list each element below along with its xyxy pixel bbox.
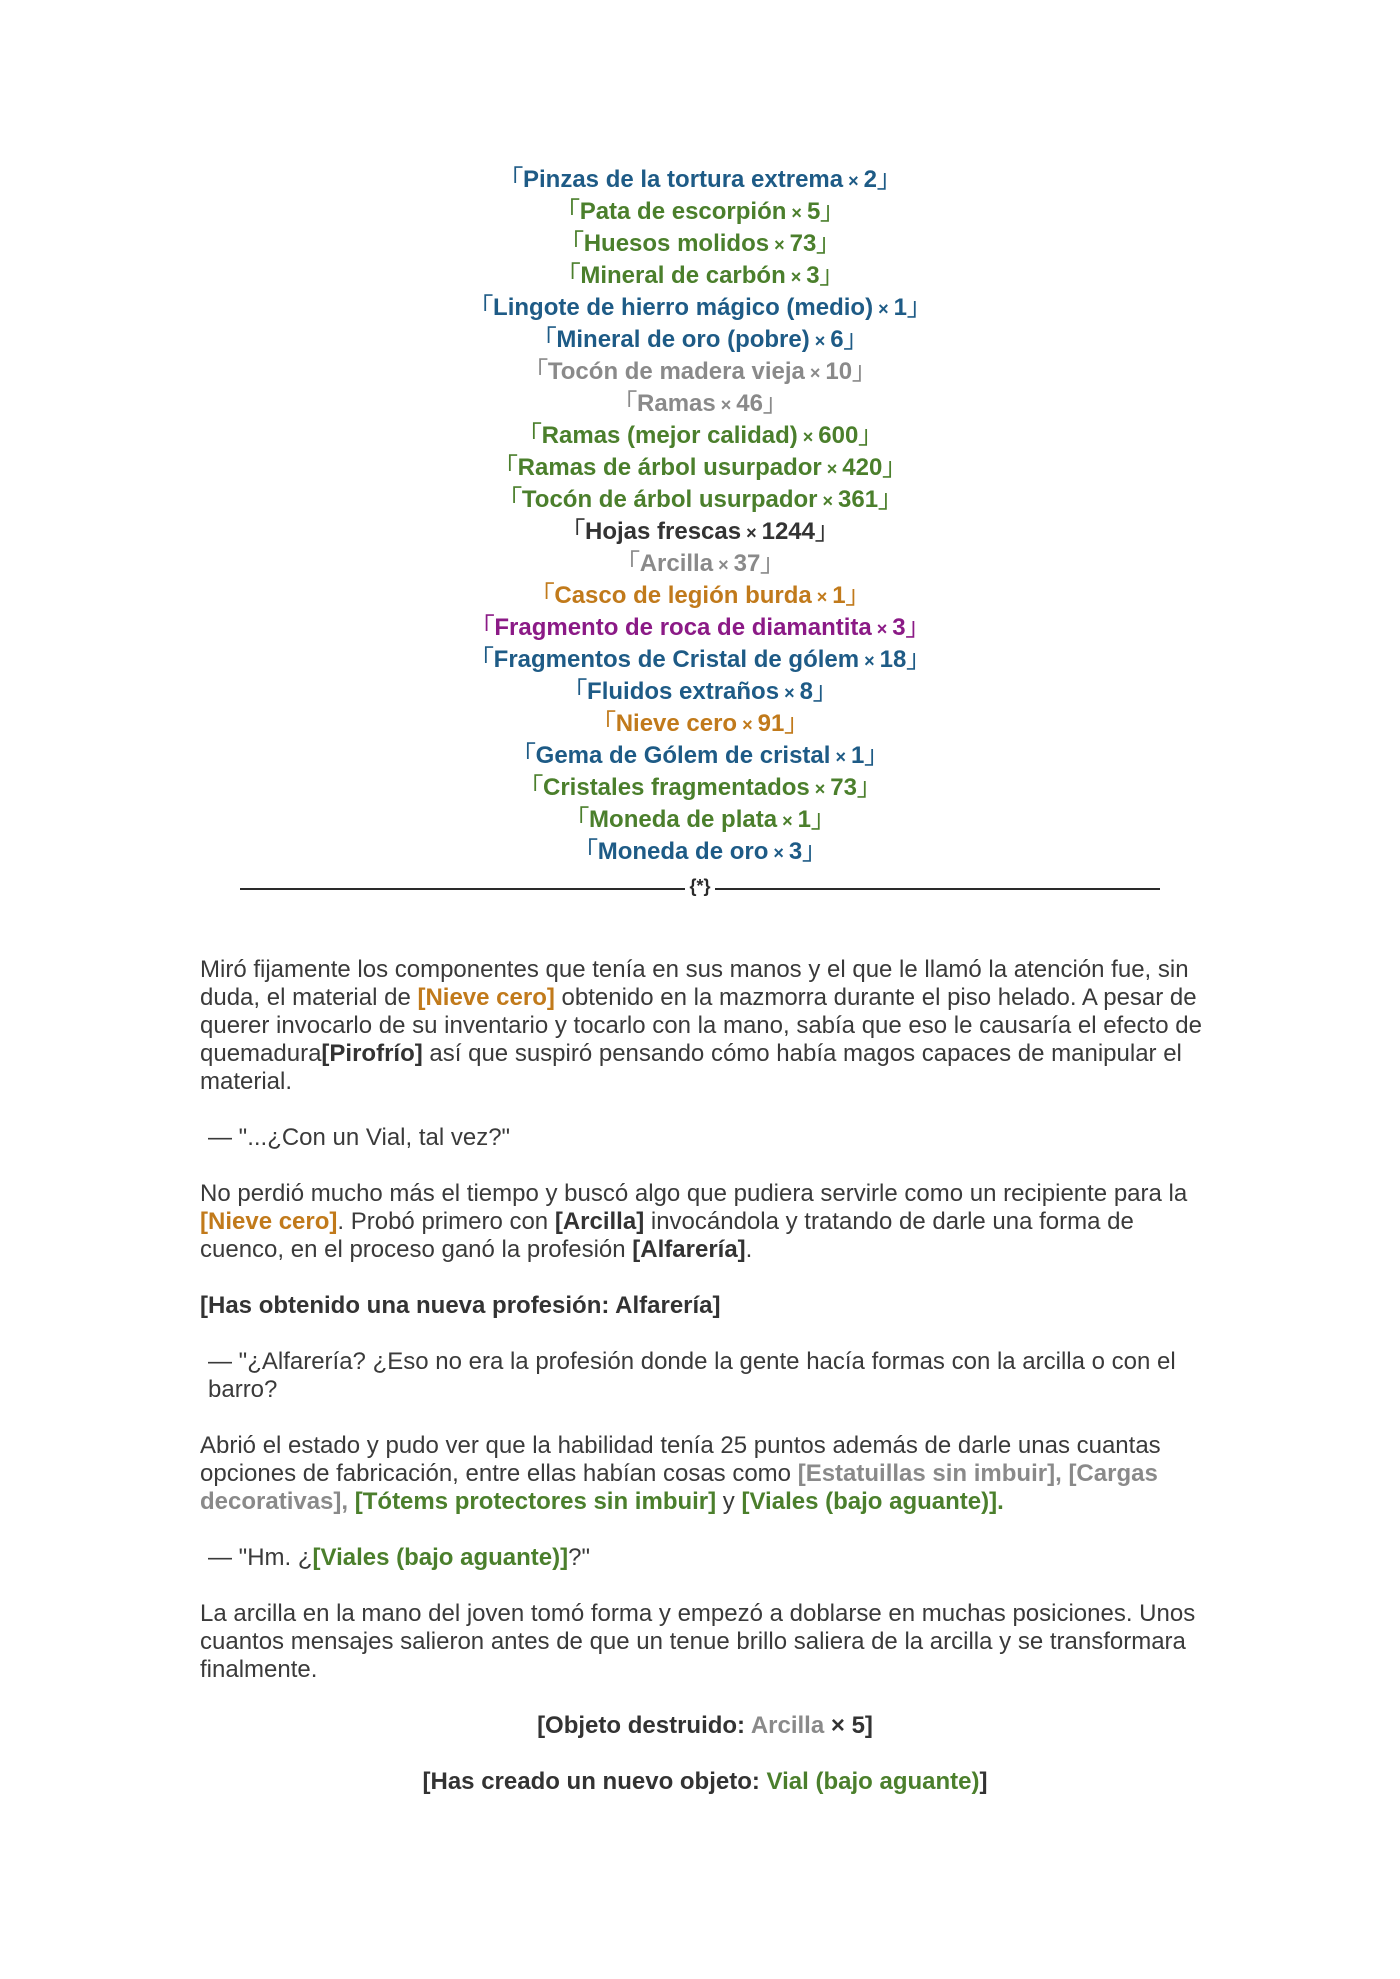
item-line xyxy=(0,548,1400,580)
bracket-close: 」 xyxy=(760,550,785,577)
bracket-close: 」 xyxy=(882,454,907,481)
item-name: Cristales fragmentados xyxy=(543,774,810,801)
bracket-open: 「 xyxy=(565,806,590,833)
system-message-destroyed xyxy=(200,1712,1210,1740)
times-sign: × xyxy=(769,235,790,255)
item-line xyxy=(0,516,1400,548)
bracket-open: 「 xyxy=(615,550,640,577)
bracket-close: 」 xyxy=(820,198,845,225)
bracket-close: 」 xyxy=(856,774,881,801)
paragraph-4: La arcilla en la mano del joven tomó forma y empezó a doblarse en muchas posiciones. Unos cuantos mensajes salieron antes de que un tenue brillo saliera de la arcilla y se transformara finalmente. xyxy=(200,1600,1196,1683)
bracket-close: 」 xyxy=(816,230,841,257)
section-separator xyxy=(240,876,1160,902)
item-quantity: 1 xyxy=(832,582,846,609)
bracket-open: 「 xyxy=(555,198,580,225)
item-quantity: 3 xyxy=(892,614,906,641)
item-line xyxy=(0,324,1400,356)
item-ref-nieve-cero: [Nieve cero] xyxy=(200,1208,338,1235)
bracket-close: 」 xyxy=(878,486,903,513)
dialogue-2: — "¿Alfarería? ¿Eso no era la profesión donde la gente hacía formas con la arcilla o con el barro? xyxy=(208,1348,1176,1403)
item-name: Tocón de madera vieja xyxy=(547,358,805,385)
bracket-close: 」 xyxy=(905,614,930,641)
times-sign: × xyxy=(786,203,807,223)
text-span: 5 xyxy=(851,1712,865,1739)
times-sign: × xyxy=(715,395,737,415)
times-sign: × xyxy=(817,491,839,511)
times-sign: × xyxy=(768,843,789,863)
bracket-close: 」 xyxy=(864,742,889,769)
item-ref-viales: [Viales (bajo aguante)] xyxy=(312,1544,569,1571)
bracket-open: 「 xyxy=(556,262,581,289)
bracket-open: 「 xyxy=(530,582,555,609)
bracket-close: 」 xyxy=(784,710,809,737)
bracket-close: 」 xyxy=(843,326,868,353)
item-ref-arcilla: [Arcilla] xyxy=(554,1208,645,1235)
times-sign: × xyxy=(830,747,851,767)
system-message-created xyxy=(200,1768,1210,1796)
times-sign: × xyxy=(785,267,807,287)
item-line xyxy=(0,164,1400,196)
item-ref-viales: [Viales (bajo aguante)] xyxy=(741,1488,998,1515)
times-sign: × xyxy=(811,587,833,607)
text-span: — "Hm. ¿ xyxy=(208,1544,313,1571)
bracket-open: 「 xyxy=(469,294,494,321)
text-span: , xyxy=(1055,1460,1069,1487)
bracket-open: 「 xyxy=(591,710,616,737)
item-quantity: 8 xyxy=(799,678,813,705)
text-span: , xyxy=(341,1488,355,1515)
bracket-close: 」 xyxy=(812,678,837,705)
item-quantity: 2 xyxy=(863,166,877,193)
times-sign: × xyxy=(713,555,734,575)
times-sign: × xyxy=(737,715,758,735)
bracket-close: 」 xyxy=(852,358,877,385)
item-name: Huesos molidos xyxy=(583,230,770,257)
times-sign: × xyxy=(873,299,894,319)
text-span: invocándola y tratando de darle una forma de cuenco, en el proceso ganó la profesión xyxy=(200,1208,1134,1263)
item-line xyxy=(0,804,1400,836)
paragraph-2 xyxy=(200,1180,1210,1264)
item-ref-cargas: [Cargas decorativas] xyxy=(200,1460,1158,1515)
item-quantity: 1244 xyxy=(761,518,815,545)
text-span: Miró fijamente los componentes que tenía en sus manos y el que le llamó la atención fue, sin duda, el material de xyxy=(200,956,1189,1011)
body-text xyxy=(200,956,1210,1824)
bracket-open: 「 xyxy=(470,614,495,641)
bracket-open: 「 xyxy=(493,454,518,481)
item-line xyxy=(0,612,1400,644)
item-line xyxy=(0,644,1400,676)
item-line xyxy=(0,708,1400,740)
paragraph-1 xyxy=(200,956,1210,1096)
times-sign: × xyxy=(859,651,880,671)
times-sign: × xyxy=(809,331,831,351)
item-quantity: 73 xyxy=(830,774,857,801)
bracket-close: 」 xyxy=(810,806,835,833)
times-sign: × xyxy=(821,459,843,479)
item-name: Mineral de carbón xyxy=(580,262,786,289)
text-span: ] xyxy=(864,1712,873,1739)
item-line xyxy=(0,484,1400,516)
item-quantity: 1 xyxy=(893,294,907,321)
item-quantity: 91 xyxy=(757,710,785,737)
text-span: [Has creado un nuevo objeto: xyxy=(422,1768,767,1795)
text-span: No perdió mucho más el tiempo y buscó algo que pudiera servirle como un recipiente para la xyxy=(200,1180,1188,1207)
item-line xyxy=(0,452,1400,484)
system-message-profession: [Has obtenido una nueva profesión: Alfarería] xyxy=(200,1292,721,1319)
item-ref-vial: Vial (bajo aguante) xyxy=(766,1768,980,1795)
item-line xyxy=(0,580,1400,612)
item-quantity: 1 xyxy=(850,742,865,769)
separator-line-right xyxy=(715,888,1160,890)
bracket-open: 「 xyxy=(469,646,494,673)
bracket-close: 」 xyxy=(819,262,844,289)
bracket-open: 「 xyxy=(613,390,638,417)
text-span: [Objeto destruido: xyxy=(537,1712,751,1739)
item-name: Mineral de oro (pobre) xyxy=(556,326,810,353)
item-quantity: 37 xyxy=(733,550,761,577)
bracket-close: 」 xyxy=(906,646,931,673)
item-ref-nieve-cero: [Nieve cero] xyxy=(417,984,555,1011)
bracket-open: 「 xyxy=(519,774,543,801)
bracket-close: 」 xyxy=(877,166,901,193)
item-line xyxy=(0,292,1400,324)
item-line xyxy=(0,420,1400,452)
times-sign: × xyxy=(779,683,800,703)
times-sign: × xyxy=(741,523,762,543)
item-line xyxy=(0,388,1400,420)
dialogue-1: — "...¿Con un Vial, tal vez?" xyxy=(208,1124,511,1151)
item-name: Lingote de hierro mágico (medio) xyxy=(493,294,874,321)
bracket-close: 」 xyxy=(802,838,827,865)
text-span: × xyxy=(824,1712,852,1739)
item-name: Nieve cero xyxy=(615,710,738,737)
item-name: Tocón de árbol usurpador xyxy=(521,486,818,513)
item-name: Ramas xyxy=(637,390,716,417)
item-ref-totems: [Tótems protectores sin imbuir] xyxy=(354,1488,717,1515)
item-quantity: 600 xyxy=(818,422,859,449)
times-sign: × xyxy=(843,171,864,191)
bracket-open: 「 xyxy=(563,678,588,705)
item-line xyxy=(0,772,1400,804)
dialogue-3 xyxy=(200,1544,1210,1572)
bracket-open: 「 xyxy=(532,326,557,353)
item-line xyxy=(0,260,1400,292)
profession-ref-alfareria: [Alfarería] xyxy=(632,1236,746,1263)
bracket-close: 」 xyxy=(815,518,839,545)
text-span: obtenido en la mazmorra durante el piso helado. A pesar de querer invocarlo de su inventario y tocarlo con la mano, sabía que eso le causaría el efecto de quemadura xyxy=(200,984,1202,1067)
text-span: . xyxy=(745,1236,753,1263)
item-quantity: 361 xyxy=(838,486,879,513)
text-span: Abrió el estado y pudo ver que la habilidad tenía 25 puntos además de darle unas cuantas opciones de fabricación, entre ellas habían cosas como xyxy=(200,1432,1161,1487)
item-line xyxy=(0,676,1400,708)
bracket-open: 「 xyxy=(573,838,598,865)
item-quantity: 420 xyxy=(842,454,883,481)
bracket-open: 「 xyxy=(511,742,536,769)
item-name: Hojas frescas xyxy=(585,518,742,545)
item-list xyxy=(0,164,1400,868)
text-span: así que suspiró pensando cómo había magos capaces de manipular el material. xyxy=(200,1040,1182,1095)
item-line xyxy=(0,356,1400,388)
bracket-close: 」 xyxy=(858,422,883,449)
item-ref-estatuillas: [Estatuillas sin imbuir] xyxy=(797,1460,1056,1487)
times-sign: × xyxy=(871,619,893,639)
item-name: Pinzas de la tortura extrema xyxy=(523,166,844,193)
item-name: Arcilla xyxy=(639,550,714,577)
item-ref-arcilla: Arcilla xyxy=(750,1712,825,1739)
item-name: Ramas (mejor calidad) xyxy=(541,422,798,449)
item-name: Fragmento de roca de diamantita xyxy=(494,614,872,641)
times-sign: × xyxy=(777,811,798,831)
item-quantity: 1 xyxy=(797,806,811,833)
times-sign: × xyxy=(809,779,831,799)
item-line xyxy=(0,228,1400,260)
text-span: . Probó primero con xyxy=(337,1208,555,1235)
item-name: Casco de legión burda xyxy=(554,582,812,609)
bracket-open: 「 xyxy=(561,518,585,545)
paragraph-3 xyxy=(200,1432,1210,1516)
item-quantity: 3 xyxy=(806,262,820,289)
bracket-open: 「 xyxy=(523,358,548,385)
times-sign: × xyxy=(797,427,819,447)
bracket-open: 「 xyxy=(517,422,542,449)
item-name: Moneda de plata xyxy=(589,806,778,833)
item-line xyxy=(0,740,1400,772)
item-quantity: 18 xyxy=(879,646,907,673)
times-sign: × xyxy=(804,363,826,383)
bracket-close: 」 xyxy=(845,582,870,609)
separator-mark: {*} xyxy=(689,876,711,896)
text-span: . xyxy=(997,1488,1004,1515)
item-name: Moneda de oro xyxy=(597,838,769,865)
text-span: ?" xyxy=(568,1544,590,1571)
item-line xyxy=(0,196,1400,228)
bracket-open: 「 xyxy=(559,230,584,257)
item-name: Pata de escorpión xyxy=(579,198,787,225)
separator-line-left xyxy=(240,888,685,890)
item-quantity: 73 xyxy=(789,230,817,257)
item-line xyxy=(0,836,1400,868)
item-quantity: 5 xyxy=(806,198,821,225)
item-quantity: 6 xyxy=(830,326,844,353)
item-quantity: 10 xyxy=(825,358,853,385)
text-span: y xyxy=(716,1488,742,1515)
item-name: Ramas de árbol usurpador xyxy=(517,454,822,481)
bracket-close: 」 xyxy=(762,390,787,417)
effect-ref-pirofrio: [Pirofrío] xyxy=(321,1040,423,1067)
bracket-open: 「 xyxy=(497,486,522,513)
item-quantity: 46 xyxy=(736,390,763,417)
text-span: ] xyxy=(979,1768,988,1795)
bracket-open: 「 xyxy=(499,166,523,193)
bracket-close: 」 xyxy=(906,294,931,321)
item-quantity: 3 xyxy=(788,838,803,865)
item-name: Fragmentos de Cristal de gólem xyxy=(493,646,860,673)
item-name: Gema de Gólem de cristal xyxy=(535,742,831,769)
item-name: Fluidos extraños xyxy=(587,678,780,705)
